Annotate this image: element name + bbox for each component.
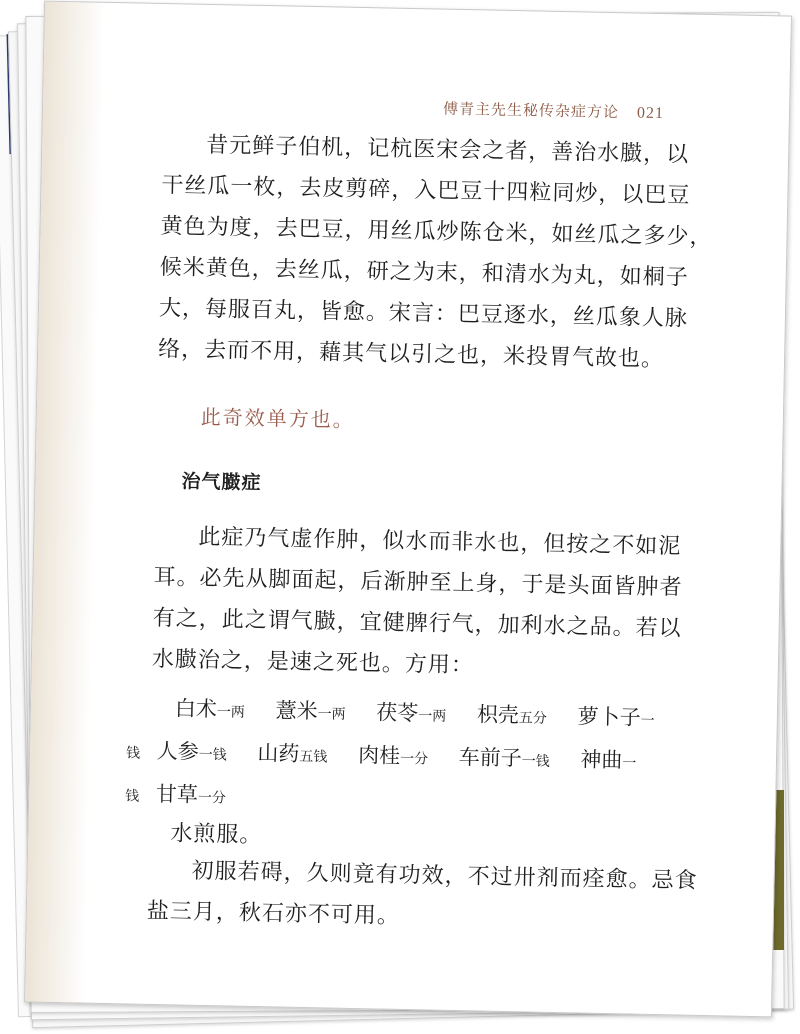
recipe-item [577, 704, 654, 730]
herb-dose: 一两 [216, 704, 246, 721]
recipe-item [459, 745, 550, 771]
text-line: 候米黄色，去丝瓜，研之为末，和清水为丸，如桐子 [159, 254, 689, 291]
herb-name: 枳壳 [476, 702, 520, 728]
text-line: 盐三月，秋石亦不可用。 [146, 898, 401, 929]
herb-dose: 一钱 [198, 746, 227, 764]
herb-name: 萝卜子 [577, 704, 641, 730]
herb-dose: 一两 [418, 708, 447, 725]
herb-dose: 一 [640, 712, 655, 729]
recipe-item [275, 698, 345, 723]
text-line: 黄色为度，去巴豆，用丝瓜炒陈仓米，如丝瓜之多少， [160, 213, 713, 251]
recipe-item [257, 741, 327, 766]
herb-dose: 一分 [197, 789, 227, 807]
book-page [24, 1, 792, 1018]
herb-name: 山药 [257, 741, 300, 766]
text-line: 有之，此之谓气臌，宜健脾行气，加利水之品。若以 [152, 605, 682, 642]
herb-name: 甘草 [155, 782, 199, 807]
herb-name: 神曲 [580, 747, 623, 773]
decoction-instruction: 水煎服。 [170, 821, 263, 849]
herb-dose-continued: 钱 [125, 745, 141, 762]
herb-dose: 一两 [317, 706, 346, 723]
herb-name: 车前子 [458, 745, 523, 771]
herb-dose: 五钱 [299, 748, 328, 766]
running-header [443, 98, 763, 125]
herb-name: 茯苓 [376, 700, 419, 726]
text-line: 初服若碍，久则竟有功效，不过卅剂而痊愈。忌食 [191, 858, 698, 894]
paragraph-one [157, 124, 713, 380]
herb-dose-continued: 钱 [125, 788, 140, 805]
herb-name: 人参 [156, 739, 200, 764]
book-title: 傅青主先生秘传杂症方论 [442, 99, 620, 122]
herb-name: 白术 [174, 696, 218, 722]
recipe-item [580, 748, 636, 773]
herb-dose: 五分 [518, 710, 548, 727]
text-line: 昔元鲜子伯机，记杭医宋会之者，善治水臌，以 [206, 132, 690, 168]
text-line: 耳。必先从脚面起，后渐肿至上身，于是头面皆肿者 [153, 564, 683, 601]
recipe-item [175, 696, 245, 721]
herb-dose: 一钱 [521, 753, 550, 770]
text-line: 此症乃气虚作肿，似水而非水也，但按之不如泥 [198, 524, 682, 560]
paragraph-three [146, 850, 698, 942]
page-number: 021 [636, 104, 665, 123]
recipe-item [358, 743, 428, 768]
herb-name: 薏米 [275, 698, 318, 724]
recipe-item [157, 739, 227, 764]
herb-dose: 一 [622, 755, 637, 772]
paragraph-two [151, 516, 683, 690]
recipe-item [477, 702, 547, 727]
herb-name: 肉桂 [357, 743, 401, 768]
recipe-item [376, 700, 446, 725]
text-line: 水臌治之，是速之死也。方用： [151, 646, 475, 679]
text-line: 干丝瓜一枚，去皮剪碎，入巴豆十四粒同炒，以巴豆 [161, 172, 691, 209]
text-line: 大，每服百丸，皆愈。宋言：巴豆逐水，丝瓜象人脉 [158, 295, 689, 332]
commentary-note: 此奇效单方也。 [200, 404, 356, 432]
text-line: 络，去而不用，藉其气以引之也，米投胃气故也。 [157, 336, 665, 373]
herb-dose: 一分 [399, 750, 429, 768]
recipe-list [125, 687, 687, 827]
section-heading: 治气臌症 [181, 470, 262, 495]
recipe-item [156, 782, 226, 807]
